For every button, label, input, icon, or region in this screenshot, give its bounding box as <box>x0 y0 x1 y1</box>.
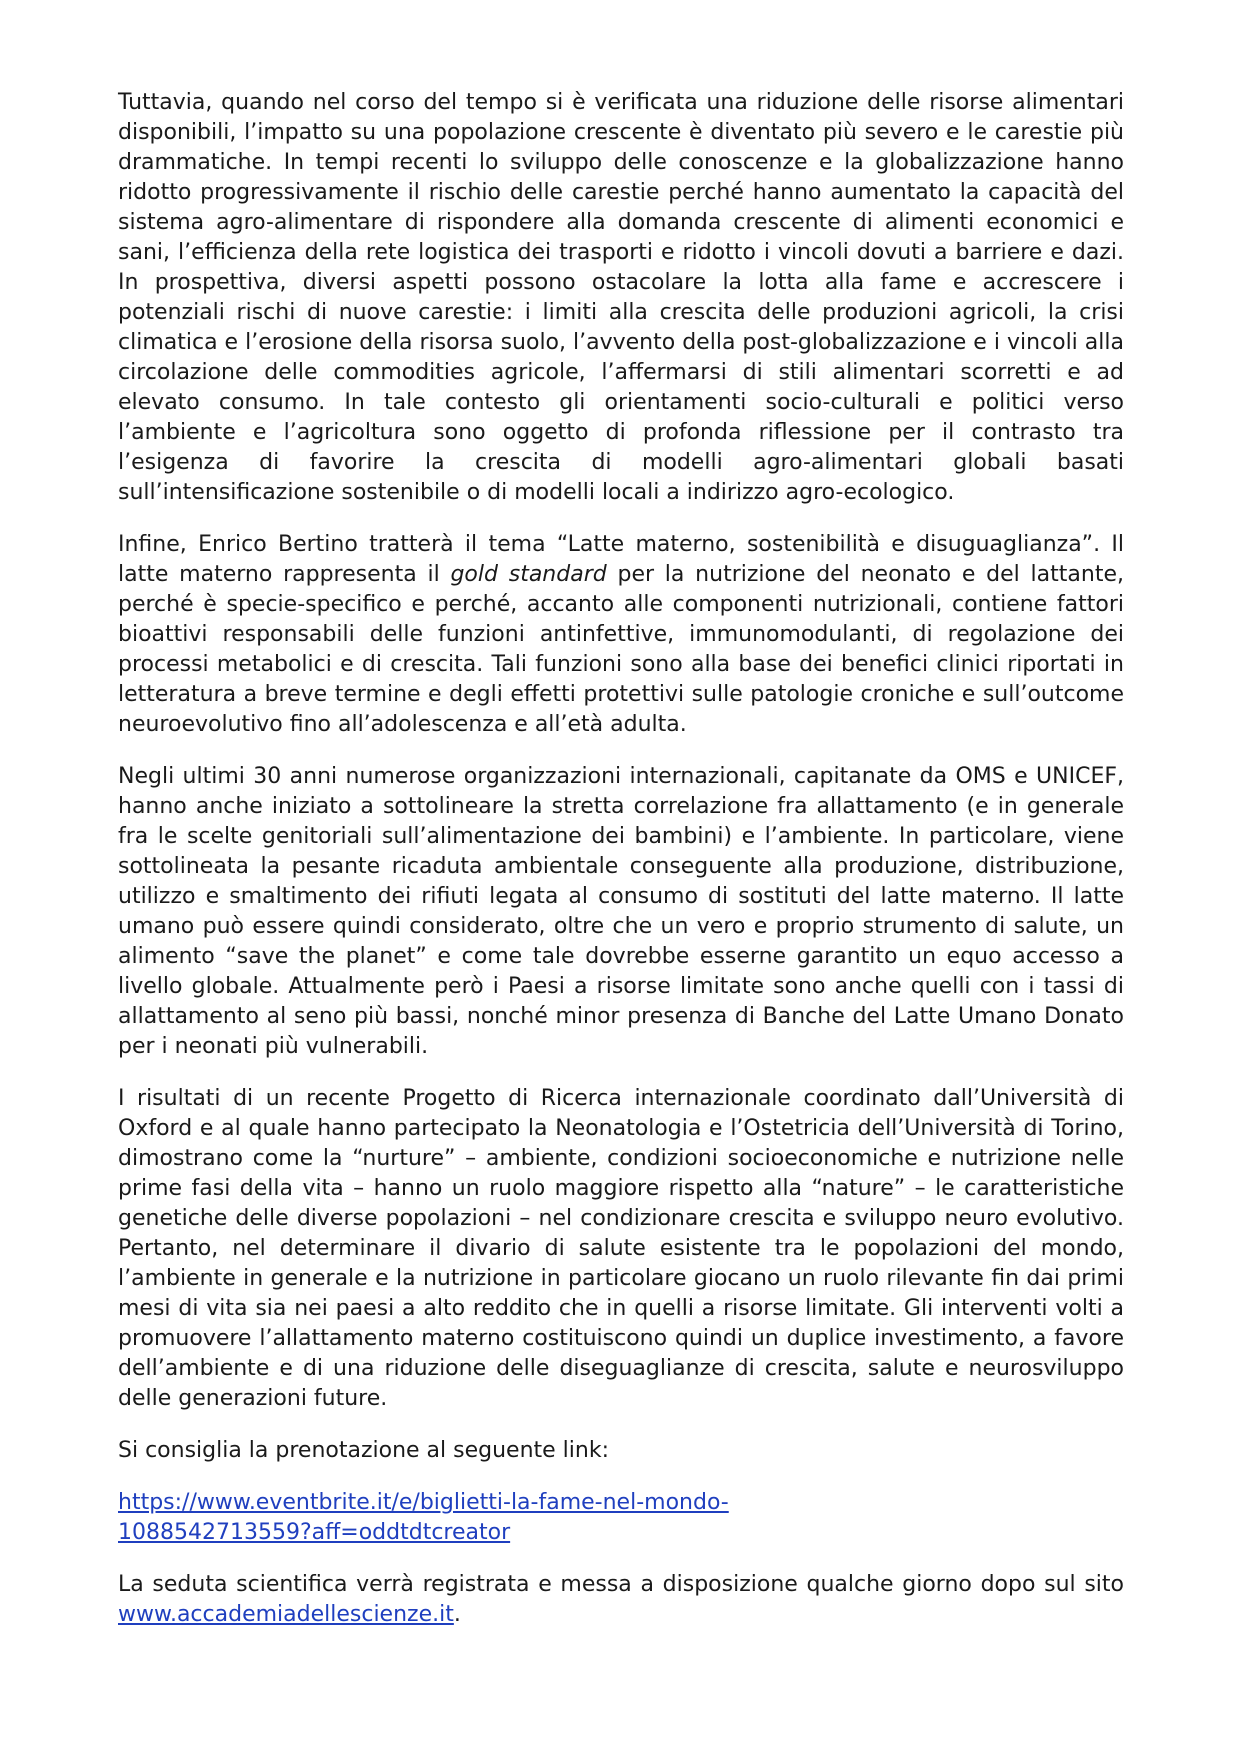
paragraph-breast-milk <box>118 530 1124 740</box>
paragraph-recording <box>118 1570 1124 1630</box>
paragraph-recording-text: La seduta scientifica verrà registrata e messa a disposizione qualche giorno dopo sul sito <box>118 1572 1124 1597</box>
paragraph-famine: Tuttavia, quando nel corso del tempo si è verificata una riduzione delle risorse alimentari disponibili, l’impatto su una popolazione crescente è diventato più severo e le carestie più drammatiche. In tempi recenti lo sviluppo delle conoscenze e la globalizzazione hanno ridotto progressivamente il rischio delle carestie perché hanno aumentato la capacità del sistema agro-alimentare di rispondere alla domanda crescente di alimenti economici e sani, l’efficienza della rete logistica dei trasporti e ridotto i vincoli dovuti a barriere e dazi. In prospettiva, diversi aspetti possono ostacolare la lotta alla fame e accrescere i potenziali rischi di nuove carestie: i limiti alla crescita delle produzioni agricoli, la crisi climatica e l’erosione della risorsa suolo, l’avvento della post-globalizzazione e i vincoli alla circolazione delle commodities agricole, l’affermarsi di stili alimentari scorretti e ad elevato consumo. In tale contesto gli orientamenti socio-culturali e politici verso l’ambiente e l’agricoltura sono oggetto di profonda riflessione per il contrasto tra l’esigenza di favorire la crescita di modelli agro-alimentari globali basati sull’intensificazione sostenibile o di modelli locali a indirizzo agro-ecologico. <box>118 90 1124 505</box>
paragraph-recording-end: . <box>453 1602 461 1627</box>
eventbrite-link-line-1[interactable]: https://www.eventbrite.it/e/biglietti-la-fame-nel-mondo- <box>118 1490 729 1515</box>
paragraph-booking-link <box>118 1488 1124 1548</box>
paragraph-breast-milk-text-end: per la nutrizione del neonato e del lattante, perché è specie-specifico e perché, accanto alle componenti nutrizionali, contiene fattori bioattivi responsabili delle funzioni antinfettive, immunomodulanti, di regolazione dei processi metabolici e di crescita. Tali funzioni sono alla base dei benefici clinici riportati in letteratura a breve termine e degli effetti protettivi sulle patologie croniche e sull’outcome neuroevolutivo fino all’adolescenza e all’età adulta. <box>118 562 1124 737</box>
eventbrite-link-line-2[interactable]: 1088542713559?aff=oddtdtcreator <box>118 1520 511 1545</box>
document-page <box>118 88 1124 1630</box>
paragraph-organizations: Negli ultimi 30 anni numerose organizzazioni internazionali, capitanate da OMS e UNICEF, hanno anche iniziato a sottolineare la stretta correlazione fra allattamento (e in generale fra le scelte genitoriali sull’alimentazione dei bambini) e l’ambiente. In particolare, viene sottolineata la pesante ricaduta ambientale conseguente alla produzione, distribuzione, utilizzo e smaltimento dei rifiuti legata al consumo di sostituti del latte materno. Il latte umano può essere quindi considerato, oltre che un vero e proprio strumento di salute, un alimento “save the planet” e come tale dovrebbe esserne garantito un equo accesso a livello globale. Attualmente però i Paesi a risorse limitate sono anche quelli con i tassi di allattamento al seno più bassi, nonché minor presenza di Banche del Latte Umano Donato per i neonati più vulnerabili. <box>118 764 1124 1059</box>
paragraph-booking-intro: Si consiglia la prenotazione al seguente link: <box>118 1438 610 1463</box>
paragraph-breast-milk-text-start: Infine, Enrico Bertino tratterà il tema “Latte materno, sostenibilità e disuguaglianza”. Il latte materno rappresenta il <box>118 532 1124 587</box>
gold-standard-emphasis: gold standard <box>450 562 607 587</box>
academy-site-link[interactable]: www.accademiadellescienze.it <box>118 1602 454 1627</box>
paragraph-research-project: I risultati di un recente Progetto di Ricerca internazionale coordinato dall’Università di Oxford e al quale hanno partecipato la Neonatologia e l’Ostetricia dell’Università di Torino, dimostrano come la “nurture” – ambiente, condizioni socioeconomiche e nutrizione nelle prime fasi della vita – hanno un ruolo maggiore rispetto alla “nature” – le caratteristiche genetiche delle diverse popolazioni – nel condizionare crescita e sviluppo neuro evolutivo. Pertanto, nel determinare il divario di salute esistente tra le popolazioni del mondo, l’ambiente in generale e la nutrizione in particolare giocano un ruolo rilevante fin dai primi mesi di vita sia nei paesi a alto reddito che in quelli a risorse limitate. Gli interventi volti a promuovere l’allattamento materno costituiscono quindi un duplice investimento, a favore dell’ambiente e di una riduzione delle diseguaglianze di crescita, salute e neurosviluppo delle generazioni future. <box>118 1086 1124 1411</box>
eventbrite-link[interactable] <box>118 1488 1124 1548</box>
